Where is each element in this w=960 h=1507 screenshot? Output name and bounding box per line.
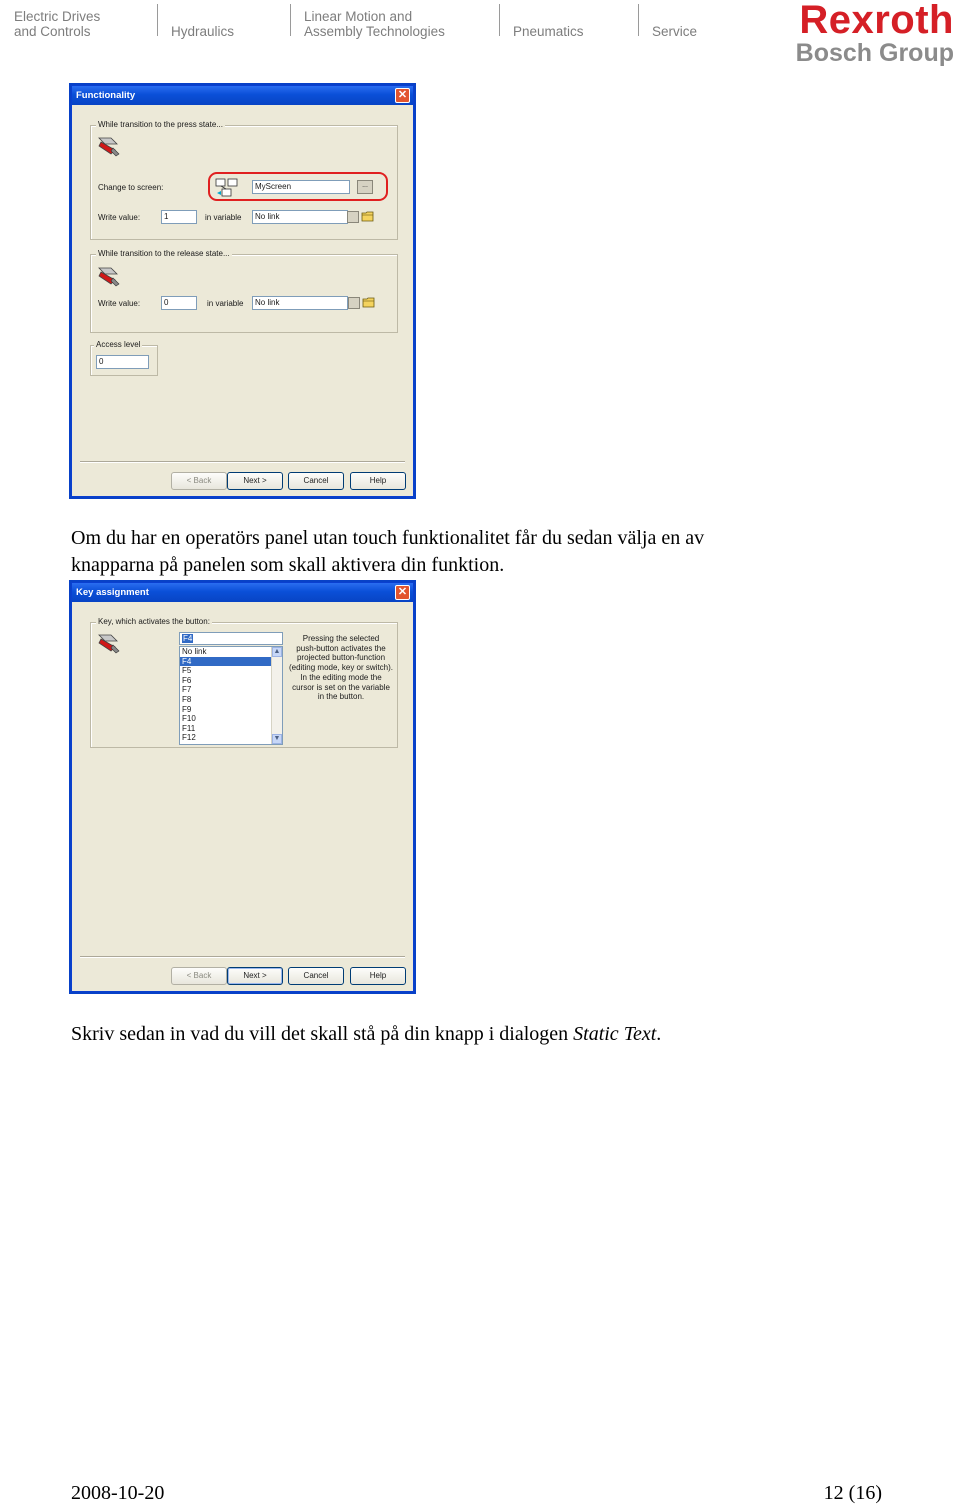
divider xyxy=(80,956,405,958)
paragraph-static-text xyxy=(71,1021,891,1048)
paragraph-line: Om du har en operatörs panel utan touch funktionalitet får du sedan välja en av xyxy=(71,527,705,549)
folder-icon[interactable] xyxy=(362,296,375,308)
dialog-title: Functionality xyxy=(76,90,136,101)
variable-clear-button[interactable] xyxy=(347,211,359,223)
key-list-item[interactable]: F5 xyxy=(182,666,192,676)
dialog-body xyxy=(72,602,413,991)
info-text xyxy=(287,634,395,702)
help-button[interactable]: Help xyxy=(350,967,406,985)
functionality-dialog xyxy=(71,85,414,497)
key-list-item[interactable]: F6 xyxy=(182,675,192,685)
scroll-up-icon[interactable]: ▲ xyxy=(273,648,281,655)
nav-line: and Controls xyxy=(14,24,91,39)
change-to-screen-label: Change to screen: xyxy=(98,183,164,192)
press-state-group xyxy=(90,120,398,240)
nav-separator xyxy=(638,4,639,36)
nav-line xyxy=(652,9,697,24)
info-line: in the button. xyxy=(317,692,365,702)
nav-pneumatics[interactable] xyxy=(513,9,584,39)
footer-page-number: 12 (16) xyxy=(823,1482,882,1504)
write-value-label: Write value: xyxy=(98,213,141,222)
help-button[interactable]: Help xyxy=(350,472,406,490)
screen-name-field[interactable]: MyScreen xyxy=(252,180,350,194)
info-line: push-button activates the xyxy=(296,643,386,653)
button-release-icon xyxy=(97,264,123,288)
dialog-titlebar xyxy=(72,583,413,602)
nav-line: Hydraulics xyxy=(171,24,235,39)
nav-electric-drives[interactable] xyxy=(14,9,100,39)
dialog-title: Key assignment xyxy=(76,587,149,598)
paragraph-end: . xyxy=(656,1023,662,1045)
info-line: (editing mode, key or switch). xyxy=(288,663,394,673)
nav-line: Pneumatics xyxy=(513,24,584,39)
dialog-titlebar xyxy=(72,86,413,105)
close-icon[interactable]: ✕ xyxy=(395,585,410,600)
rexroth-logo: Rexroth xyxy=(799,0,954,42)
nav-separator xyxy=(290,4,291,36)
key-list-item[interactable]: F4 xyxy=(180,657,282,667)
divider xyxy=(80,461,405,463)
nav-separator xyxy=(157,4,158,36)
nav-line: Service xyxy=(652,24,698,39)
write-value-field[interactable]: 1 xyxy=(161,210,197,224)
group-title: Key, which activates the button: xyxy=(98,617,210,626)
key-selected-value: F4 xyxy=(183,634,193,643)
key-combo-field[interactable] xyxy=(179,632,283,645)
key-group xyxy=(90,617,398,748)
bosch-group-logo: Bosch Group xyxy=(795,39,954,67)
info-line: projected button-function xyxy=(296,653,386,663)
key-list-item[interactable]: F12 xyxy=(182,733,196,743)
paragraph-italic: Static Text xyxy=(573,1023,657,1045)
access-level-group xyxy=(90,340,158,376)
page-header xyxy=(0,0,960,72)
scroll-down-icon[interactable]: ▼ xyxy=(273,735,281,742)
variable-field[interactable]: No link xyxy=(252,210,348,224)
release-state-group xyxy=(90,249,398,333)
key-list-item[interactable]: F7 xyxy=(182,685,192,695)
nav-line: Linear Motion and xyxy=(304,9,413,24)
key-list-item[interactable]: F9 xyxy=(182,704,192,714)
access-level-field[interactable]: 0 xyxy=(96,355,149,369)
release-write-value-field[interactable]: 0 xyxy=(161,296,197,310)
release-write-value-label: Write value: xyxy=(98,299,141,308)
button-press-icon xyxy=(97,631,123,655)
paragraph-line: knapparna på panelen som skall aktivera din funktion. xyxy=(71,554,505,576)
release-variable-clear-button[interactable] xyxy=(348,297,360,309)
release-variable-field[interactable]: No link xyxy=(252,296,348,310)
key-assignment-dialog xyxy=(71,582,414,992)
screen-link-icon xyxy=(215,178,239,198)
info-line: cursor is set on the variable xyxy=(292,682,390,692)
key-list xyxy=(180,647,282,743)
list-scrollbar[interactable] xyxy=(271,647,282,744)
info-line: Pressing the selected xyxy=(302,634,380,643)
in-variable-label: in variable xyxy=(205,213,242,222)
paragraph-intro xyxy=(71,525,891,579)
close-icon[interactable]: ✕ xyxy=(395,88,410,103)
group-title: While transition to the press state... xyxy=(98,120,223,129)
info-line: In the editing mode the xyxy=(300,672,382,682)
key-listbox[interactable] xyxy=(179,646,283,745)
back-button[interactable]: < Back xyxy=(171,967,227,985)
cancel-button[interactable]: Cancel xyxy=(288,967,344,985)
next-button[interactable]: Next > xyxy=(227,967,283,985)
button-press-icon xyxy=(97,134,123,158)
nav-line xyxy=(513,9,584,24)
nav-line: Assembly Technologies xyxy=(304,24,445,39)
footer-date: 2008-10-20 xyxy=(71,1482,165,1504)
nav-service[interactable] xyxy=(652,9,697,39)
cancel-button[interactable]: Cancel xyxy=(288,472,344,490)
next-button[interactable]: Next > xyxy=(227,472,283,490)
folder-icon[interactable] xyxy=(361,210,374,222)
group-title: While transition to the release state... xyxy=(98,249,230,258)
nav-hydraulics[interactable] xyxy=(171,9,234,39)
release-in-variable-label: in variable xyxy=(207,299,244,308)
nav-line xyxy=(171,9,234,24)
paragraph-text: Skriv sedan in vad du vill det skall stå på din knapp i dialogen xyxy=(71,1023,574,1045)
key-list-item[interactable]: No link xyxy=(182,647,207,656)
browse-button[interactable]: ... xyxy=(357,180,373,194)
key-list-item[interactable]: F11 xyxy=(182,723,196,733)
back-button[interactable]: < Back xyxy=(171,472,227,490)
nav-line: Electric Drives xyxy=(14,9,101,24)
dialog-body xyxy=(72,105,413,496)
group-title: Access level xyxy=(96,340,141,349)
nav-separator xyxy=(499,4,500,36)
key-list-item[interactable]: F8 xyxy=(182,694,192,704)
nav-linear-motion[interactable] xyxy=(304,9,445,39)
key-list-item[interactable]: F10 xyxy=(182,714,196,724)
